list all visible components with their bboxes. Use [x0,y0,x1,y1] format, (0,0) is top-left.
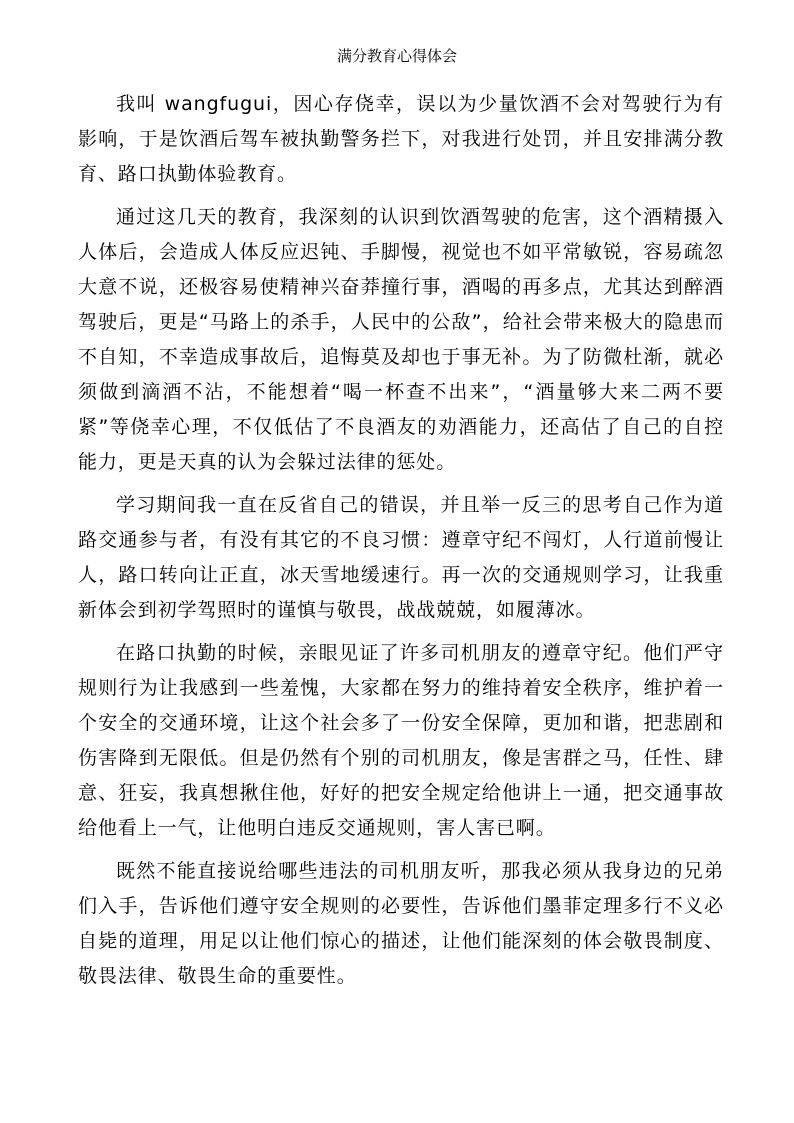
paragraph-4: 在路口执勤的时候，亲眼见证了许多司机朋友的遵章守纪。他们严守规则行为让我感到一些羞愧，大家都在努力的维持着安全秩序，维护着一个安全的交通环境，让这个社会多了一份安全保障，更加和谐，把悲剧和伤害降到无限低。但是仍然有个别的司机朋友，像是害群之马，任性、肆意、狂妄，我真想揪住他，好好的把安全规定给他讲上一通，把交通事故给他看上一气，让他明白违反交通规则，害人害已啊。 [78,642,724,839]
paragraph-3: 学习期间我一直在反省自己的错误，并且举一反三的思考自己作为道路交通参与者，有没有其它的不良习惯：遵章守纪不闯灯，人行道前慢让人，路口转向让正直，冰天雪地缓速行。再一次的交通规则学习，让我重新体会到初学驾照时的谨慎与敬畏，战战兢兢，如履薄冰。 [78,494,724,621]
paragraph-2: 通过这几天的教育，我深刻的认识到饮酒驾驶的危害，这个酒精摄入人体后，会造成人体反应迟钝、手脚慢，视觉也不如平常敏锐，容易疏忽大意不说，还极容易使精神兴奋莽撞行事，酒喝的再多点，尤其达到醉酒驾驶后，更是“马路上的杀手，人民中的公敌”，给社会带来极大的隐患而不自知，不幸造成事故后，追悔莫及却也于事无补。为了防微杜渐，就必须做到滴酒不沾，不能想着“喝一杯查不出来”，“酒量够大来二两不要紧”等侥幸心理，不仅低估了不良酒友的劝酒能力，还高估了自己的自控能力，更是天真的认为会躲过法律的惩处。 [78,206,724,473]
paragraph-5: 既然不能直接说给哪些违法的司机朋友听，那我必须从我身边的兄弟们入手，告诉他们遵守安全规则的必要性，告诉他们墨菲定理多行不义必自毙的道理，用足以让他们惊心的描述，让他们能深刻的体会敬畏制度、敬畏法律、敬畏生命的重要性。 [78,860,724,987]
paragraph-1: 我叫 wangfugui，因心存侥幸，误以为少量饮酒不会对驾驶行为有影响，于是饮酒后驾车被执勤警务拦下，对我进行处罚，并且安排满分教育、路口执勤体验教育。 [78,93,724,185]
document-body [78,87,724,1002]
document-title: 满分教育心得体会 [336,47,457,65]
